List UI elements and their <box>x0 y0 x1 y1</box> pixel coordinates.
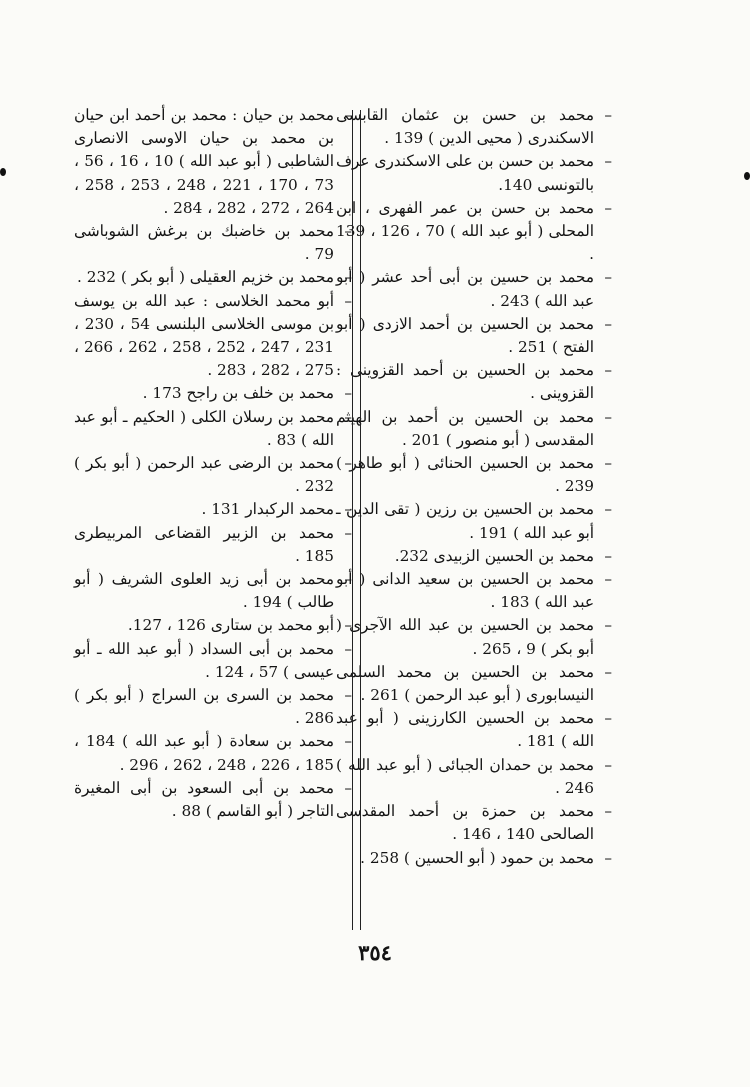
index-entry: – محمد الركبدار 131 . <box>74 498 348 521</box>
index-entry: – محمد بن سعادة ( أبو عبد الله ) 184 ، 185 ، 226 ، 248 ، 262 ، 296 . <box>74 730 348 776</box>
margin-mark <box>744 172 750 180</box>
index-entry: – أبو محمد بن ستارى 126 ، 127. <box>74 614 348 637</box>
index-entry: – محمد بن حسن بن عمر الفهرى ، ابن المحلى ( أبو عبد الله ) 70 ، 126 ، 139 . <box>336 197 608 267</box>
index-entry: – محمد بن الحسين بن أحمد بن الهيثم المقدسى ( أبو منصور ) 201 . <box>336 406 608 452</box>
index-entry: – محمد بن الرضى عبد الرحمن ( أبو بكر ) 232 . <box>74 452 348 498</box>
index-entry: – محمد بن حسن بن على الاسكندرى عرف بالتونسى 140. <box>336 150 608 196</box>
index-entry: – محمد بن خاضبك بن برغش الشوباشى 79 . <box>74 220 348 266</box>
index-entry: – محمد بن خلف بن راجح 173 . <box>74 382 348 405</box>
index-entry: – محمد بن الحسين بن محمد السلمى النيسابورى ( أبو عبد الرحمن ) 261 . <box>336 661 608 707</box>
page-number: ٣٥٤ <box>358 940 392 965</box>
index-column-left <box>74 104 348 823</box>
index-entry: – محمد بن حسين بن أبى أحد عشر ( أبو عبد الله ) 243 . <box>336 266 608 312</box>
index-entry: – محمد بن أبى السعود بن أبى المغيرة التاجر ( أبو القاسم ) 88 . <box>74 777 348 823</box>
index-entry: – محمد بن الحسين بن سعيد الدانى ( أبو عبد الله ) 183 . <box>336 568 608 614</box>
margin-mark <box>0 168 6 176</box>
index-entry: – محمد بن الحسين بن أحمد الازدى ( أبو الفتح ) 251 . <box>336 313 608 359</box>
index-entry: – محمد بن حسن بن عثمان القابسى الاسكندرى ( محيى الدين ) 139 . <box>336 104 608 150</box>
index-entry: – محمد بن رسلان الكلى ( الحكيم ـ أبو عبد الله ) 83 . <box>74 406 348 452</box>
index-entry: – محمد بن حيان : محمد بن أحمد ابن حيان بن محمد بن حيان الاوسى الانصارى الشاطبى ( أبو عبد الله ) 10 ، 16 ، 56 ، 73 ، 170 ، 221 ، 248 ، 253 ، 258 ، 264 ، 272 ، 282 ، 284 . <box>74 104 348 220</box>
index-entry: – محمد بن السرى بن السراج ( أبو بكر ) 286 . <box>74 684 348 730</box>
index-entry: – أبو محمد الخلاسى : عبد الله بن يوسف بن موسى الخلاسى البلنسى 54 ، 230 ، 231 ، 247 ، 252 ، 258 ، 262 ، 266 ، 275 ، 282 ، 283 . <box>74 290 348 383</box>
index-entry: – محمد بن الزبير القضاعى المربيطرى 185 . <box>74 522 348 568</box>
index-entry: – محمد بن الحسين بن عبد الله الآجرى ( أبو بكر ) 9 ، 265 . <box>336 614 608 660</box>
index-column-right <box>336 104 608 870</box>
index-entry: – محمد بن خزيم العقيلى ( أبو بكر ) 232 . <box>74 266 348 289</box>
index-entry: – محمد بن أبى زيد العلوى الشريف ( أبو طالب ) 194 . <box>74 568 348 614</box>
index-entry: – محمد بن أبى السداد ( أبو عبد الله ـ أبو عيسى ) 57 ، 124 . <box>74 638 348 684</box>
index-entry: – محمد بن الحسين بن رزين ( تقى الدين ـ أبو عبد الله ) 191 . <box>336 498 608 544</box>
column-separator <box>352 110 361 930</box>
index-entry: – محمد بن حمدان الجبائى ( أبو عبد الله ) 246 . <box>336 754 608 800</box>
index-entry: – محمد بن الحسين الزبيدى 232. <box>336 545 608 568</box>
index-entry: – محمد بن الحسين الحنائى ( أبو طاهر ) 239 . <box>336 452 608 498</box>
index-entry: – محمد بن حمزة بن أحمد المقدسى الصالحى 140 ، 146 . <box>336 800 608 846</box>
index-entry: – محمد بن الحسين الكارزينى ( أبو عبد الله ) 181 . <box>336 707 608 753</box>
index-entry: – محمد بن حمود ( أبو الحسين ) 258 . <box>336 847 608 870</box>
index-entry: – محمد بن الحسين بن أحمد القزوينى : القزوينى . <box>336 359 608 405</box>
